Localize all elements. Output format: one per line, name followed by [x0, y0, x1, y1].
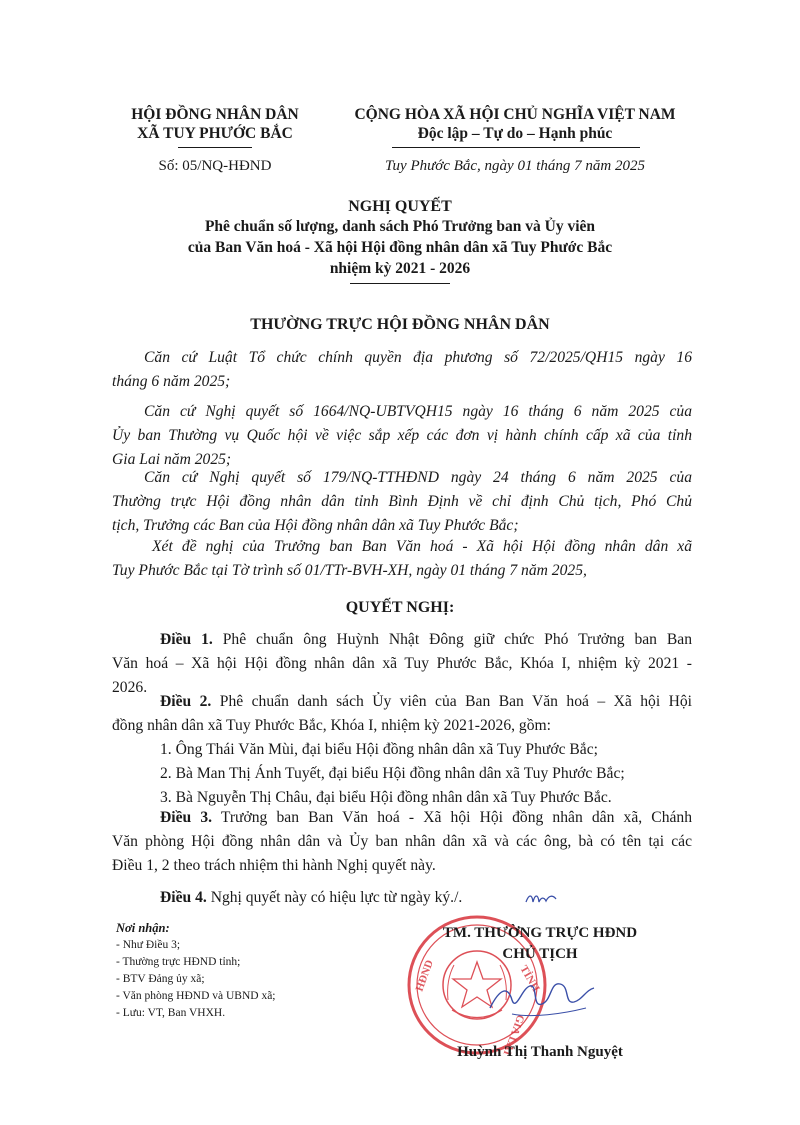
- preamble-proposal: [112, 535, 692, 583]
- article-1-label: Điều 1.: [160, 631, 213, 648]
- motto-underline: [392, 147, 640, 148]
- signature-capacity: TM. THƯỜNG TRỰC HĐND: [442, 925, 638, 941]
- member-list-item: 3. Bà Nguyễn Thị Châu, đại biểu Hội đồng nhân dân xã Tuy Phước Bắc.: [160, 789, 612, 806]
- article-2-label: Điều 2.: [160, 693, 212, 710]
- preamble-line: Căn cứ Nghị quyết số 179/NQ-TTHĐND ngày 24 tháng 6 năm 2025 của: [144, 469, 692, 486]
- preamble-legal-basis-3: [112, 466, 692, 538]
- article-3-text: Văn phòng Hội đồng nhân dân và Ủy ban nhân dân xã và các ông, bà có tên tại các: [112, 833, 692, 850]
- recipients-list: [116, 920, 376, 1022]
- svg-text:HĐND: HĐND: [413, 958, 436, 994]
- preamble-line: Căn cứ Nghị quyết số 1664/NQ-UBTVQH15 ngày 16 tháng 6 năm 2025 của: [144, 403, 692, 420]
- document-number: Số: 05/NQ-HĐND: [158, 158, 272, 174]
- article-2-text: đồng nhân dân xã Tuy Phước Bắc, Khóa I, nhiệm kỳ 2021-2026, gồm:: [112, 717, 551, 734]
- preamble-line: Xét đề nghị của Trưởng ban Ban Văn hoá - Xã hội Hội đồng nhân dân xã: [152, 538, 692, 555]
- issuing-authority: THƯỜNG TRỰC HỘI ĐỒNG NHÂN DÂN: [250, 316, 550, 333]
- article-3-text: Điều 1, 2 theo trách nhiệm thi hành Nghị quyết này.: [112, 857, 436, 874]
- issuing-organization: HỘI ĐỒNG NHÂN DÂN: [131, 106, 299, 123]
- issuing-commune: XÃ TUY PHƯỚC BẮC: [137, 125, 293, 142]
- article-4-text: Nghị quyết này có hiệu lực từ ngày ký./.: [210, 889, 463, 906]
- decision-heading: QUYẾT NGHỊ:: [345, 599, 455, 616]
- preamble-line: Tuy Phước Bắc tại Tờ trình số 01/TTr-BVH-XH, ngày 01 tháng 7 năm 2025,: [112, 562, 587, 579]
- signer-name: Huỳnh Thị Thanh Nguyệt: [457, 1044, 623, 1060]
- recipient-item: - Thường trực HĐND tỉnh;: [116, 956, 241, 968]
- article-3-text: Trưởng ban Ban Văn hoá - Xã hội Hội đồng nhân dân xã, Chánh: [220, 809, 693, 826]
- article-1-text: Phê chuẩn ông Huỳnh Nhật Đông giữ chức Phó Trưởng ban Ban: [222, 631, 693, 648]
- article-2-text: Phê chuẩn danh sách Ủy viên của Ban Ban Văn hoá – Xã hội Hội: [219, 693, 693, 710]
- preamble-line: tháng 6 năm 2025;: [112, 373, 231, 390]
- recipient-item: - BTV Đảng ủy xã;: [116, 973, 205, 985]
- recipient-item: - Văn phòng HĐND và UBND xã;: [116, 990, 276, 1002]
- place-and-date: Tuy Phước Bắc, ngày 01 tháng 7 năm 2025: [385, 158, 645, 174]
- national-title: CỘNG HÒA XÃ HỘI CHỦ NGHĨA VIỆT NAM: [354, 106, 676, 123]
- title-underline: [350, 283, 450, 284]
- member-list-item: 1. Ông Thái Văn Mùi, đại biểu Hội đồng nhân dân xã Tuy Phước Bắc;: [160, 741, 598, 758]
- preamble-line: Thường trực Hội đồng nhân dân tỉnh Bình Định về chỉ định Chủ tịch, Phó Chủ: [112, 493, 692, 510]
- article-1-text: 2026.: [112, 679, 148, 696]
- signature-position: CHỦ TỊCH: [502, 946, 578, 962]
- article-3-label: Điều 3.: [160, 809, 213, 826]
- national-motto: Độc lập – Tự do – Hạnh phúc: [417, 125, 613, 142]
- article-1-text: Văn hoá – Xã hội Hội đồng nhân dân xã Tuy Phước Bắc, Khóa I, nhiệm kỳ 2021 -: [112, 655, 692, 672]
- article-3: [112, 806, 692, 878]
- document-subject-line-1: Phê chuẩn số lượng, danh sách Phó Trưởng ban và Ủy viên: [204, 218, 596, 235]
- document-type: NGHỊ QUYẾT: [348, 198, 452, 215]
- recipients-heading: Nơi nhận:: [116, 921, 170, 935]
- article-4-label: Điều 4.: [160, 889, 207, 906]
- article-4: [112, 886, 692, 910]
- preamble-legal-basis-1: [112, 346, 692, 394]
- member-list-item: 2. Bà Man Thị Ánh Tuyết, đại biểu Hội đồng nhân dân xã Tuy Phước Bắc;: [160, 765, 625, 782]
- recipient-item: - Lưu: VT, Ban VHXH.: [116, 1007, 226, 1019]
- svg-text:TỈNH: TỈNH: [517, 963, 542, 994]
- preamble-line: Ủy ban Thường vụ Quốc hội về việc sắp xếp các đơn vị hành chính cấp xã của tỉnh: [112, 427, 692, 444]
- document-subject-line-3: nhiệm kỳ 2021 - 2026: [329, 260, 471, 277]
- article-2: [112, 690, 692, 810]
- preamble-line: Gia Lai năm 2025;: [112, 451, 232, 468]
- preamble-legal-basis-2: [112, 400, 692, 472]
- document-subject-line-2: của Ban Văn hoá - Xã hội Hội đồng nhân dân xã Tuy Phước Bắc: [187, 239, 613, 256]
- initials-mark: [524, 888, 558, 908]
- handwritten-signature: [482, 968, 602, 1028]
- recipient-item: - Như Điều 3;: [116, 939, 181, 951]
- preamble-line: Căn cứ Luật Tổ chức chính quyền địa phương số 72/2025/QH15 ngày 16: [144, 349, 692, 366]
- preamble-line: tịch, Trưởng các Ban của Hội đồng nhân dân xã Tuy Phước Bắc;: [112, 517, 519, 534]
- svg-text:GIA LAI: GIA LAI: [500, 1012, 527, 1058]
- org-underline: [178, 147, 252, 148]
